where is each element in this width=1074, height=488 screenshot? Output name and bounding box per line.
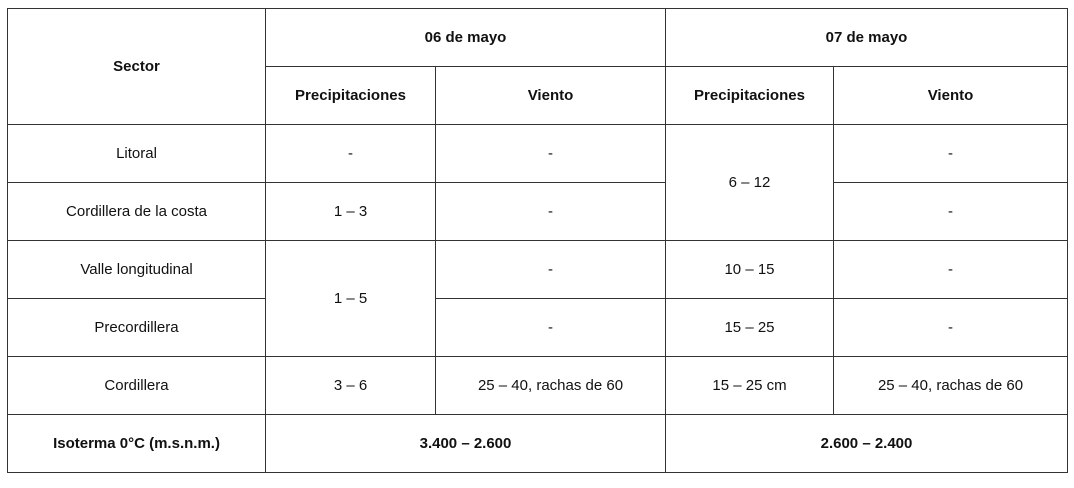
day1-wind-cell: 25 – 40, rachas de 60 xyxy=(436,357,666,415)
day2-precip-cell: 10 – 15 xyxy=(666,241,834,299)
table-row-valle xyxy=(8,241,1068,299)
day2-wind-cell: - xyxy=(834,241,1068,299)
header-sector: Sector xyxy=(8,9,266,125)
day2-precip-cell: 15 – 25 xyxy=(666,299,834,357)
sector-cell: Cordillera de la costa xyxy=(8,183,266,241)
day1-precip-cell: 3 – 6 xyxy=(266,357,436,415)
forecast-table xyxy=(7,8,1068,473)
table-row-isoterma xyxy=(8,415,1068,473)
table-row-cordillera-costa xyxy=(8,183,1068,241)
day2-wind-cell: - xyxy=(834,299,1068,357)
day1-precip-cell: 1 – 3 xyxy=(266,183,436,241)
day1-precip-cell-merged: 1 – 5 xyxy=(266,241,436,357)
table-row-precordillera xyxy=(8,299,1068,357)
header-day2-precip: Precipitaciones xyxy=(666,67,834,125)
header-row-days xyxy=(8,9,1068,67)
isoterma-day2: 2.600 – 2.400 xyxy=(666,415,1068,473)
header-day1-precip: Precipitaciones xyxy=(266,67,436,125)
sector-cell: Litoral xyxy=(8,125,266,183)
sector-cell: Cordillera xyxy=(8,357,266,415)
day2-wind-cell: 25 – 40, rachas de 60 xyxy=(834,357,1068,415)
day1-wind-cell: - xyxy=(436,241,666,299)
table-row-litoral xyxy=(8,125,1068,183)
day2-wind-cell: - xyxy=(834,125,1068,183)
table-row-cordillera xyxy=(8,357,1068,415)
day1-wind-cell: - xyxy=(436,299,666,357)
sector-cell: Precordillera xyxy=(8,299,266,357)
isoterma-day1: 3.400 – 2.600 xyxy=(266,415,666,473)
header-day-1: 06 de mayo xyxy=(266,9,666,67)
isoterma-label: Isoterma 0°C (m.s.n.m.) xyxy=(8,415,266,473)
day2-precip-cell: 15 – 25 cm xyxy=(666,357,834,415)
day1-wind-cell: - xyxy=(436,183,666,241)
day1-precip-cell: - xyxy=(266,125,436,183)
day2-precip-cell-merged: 6 – 12 xyxy=(666,125,834,241)
day1-wind-cell: - xyxy=(436,125,666,183)
header-day1-wind: Viento xyxy=(436,67,666,125)
sector-cell: Valle longitudinal xyxy=(8,241,266,299)
day2-wind-cell: - xyxy=(834,183,1068,241)
header-day-2: 07 de mayo xyxy=(666,9,1068,67)
header-day2-wind: Viento xyxy=(834,67,1068,125)
